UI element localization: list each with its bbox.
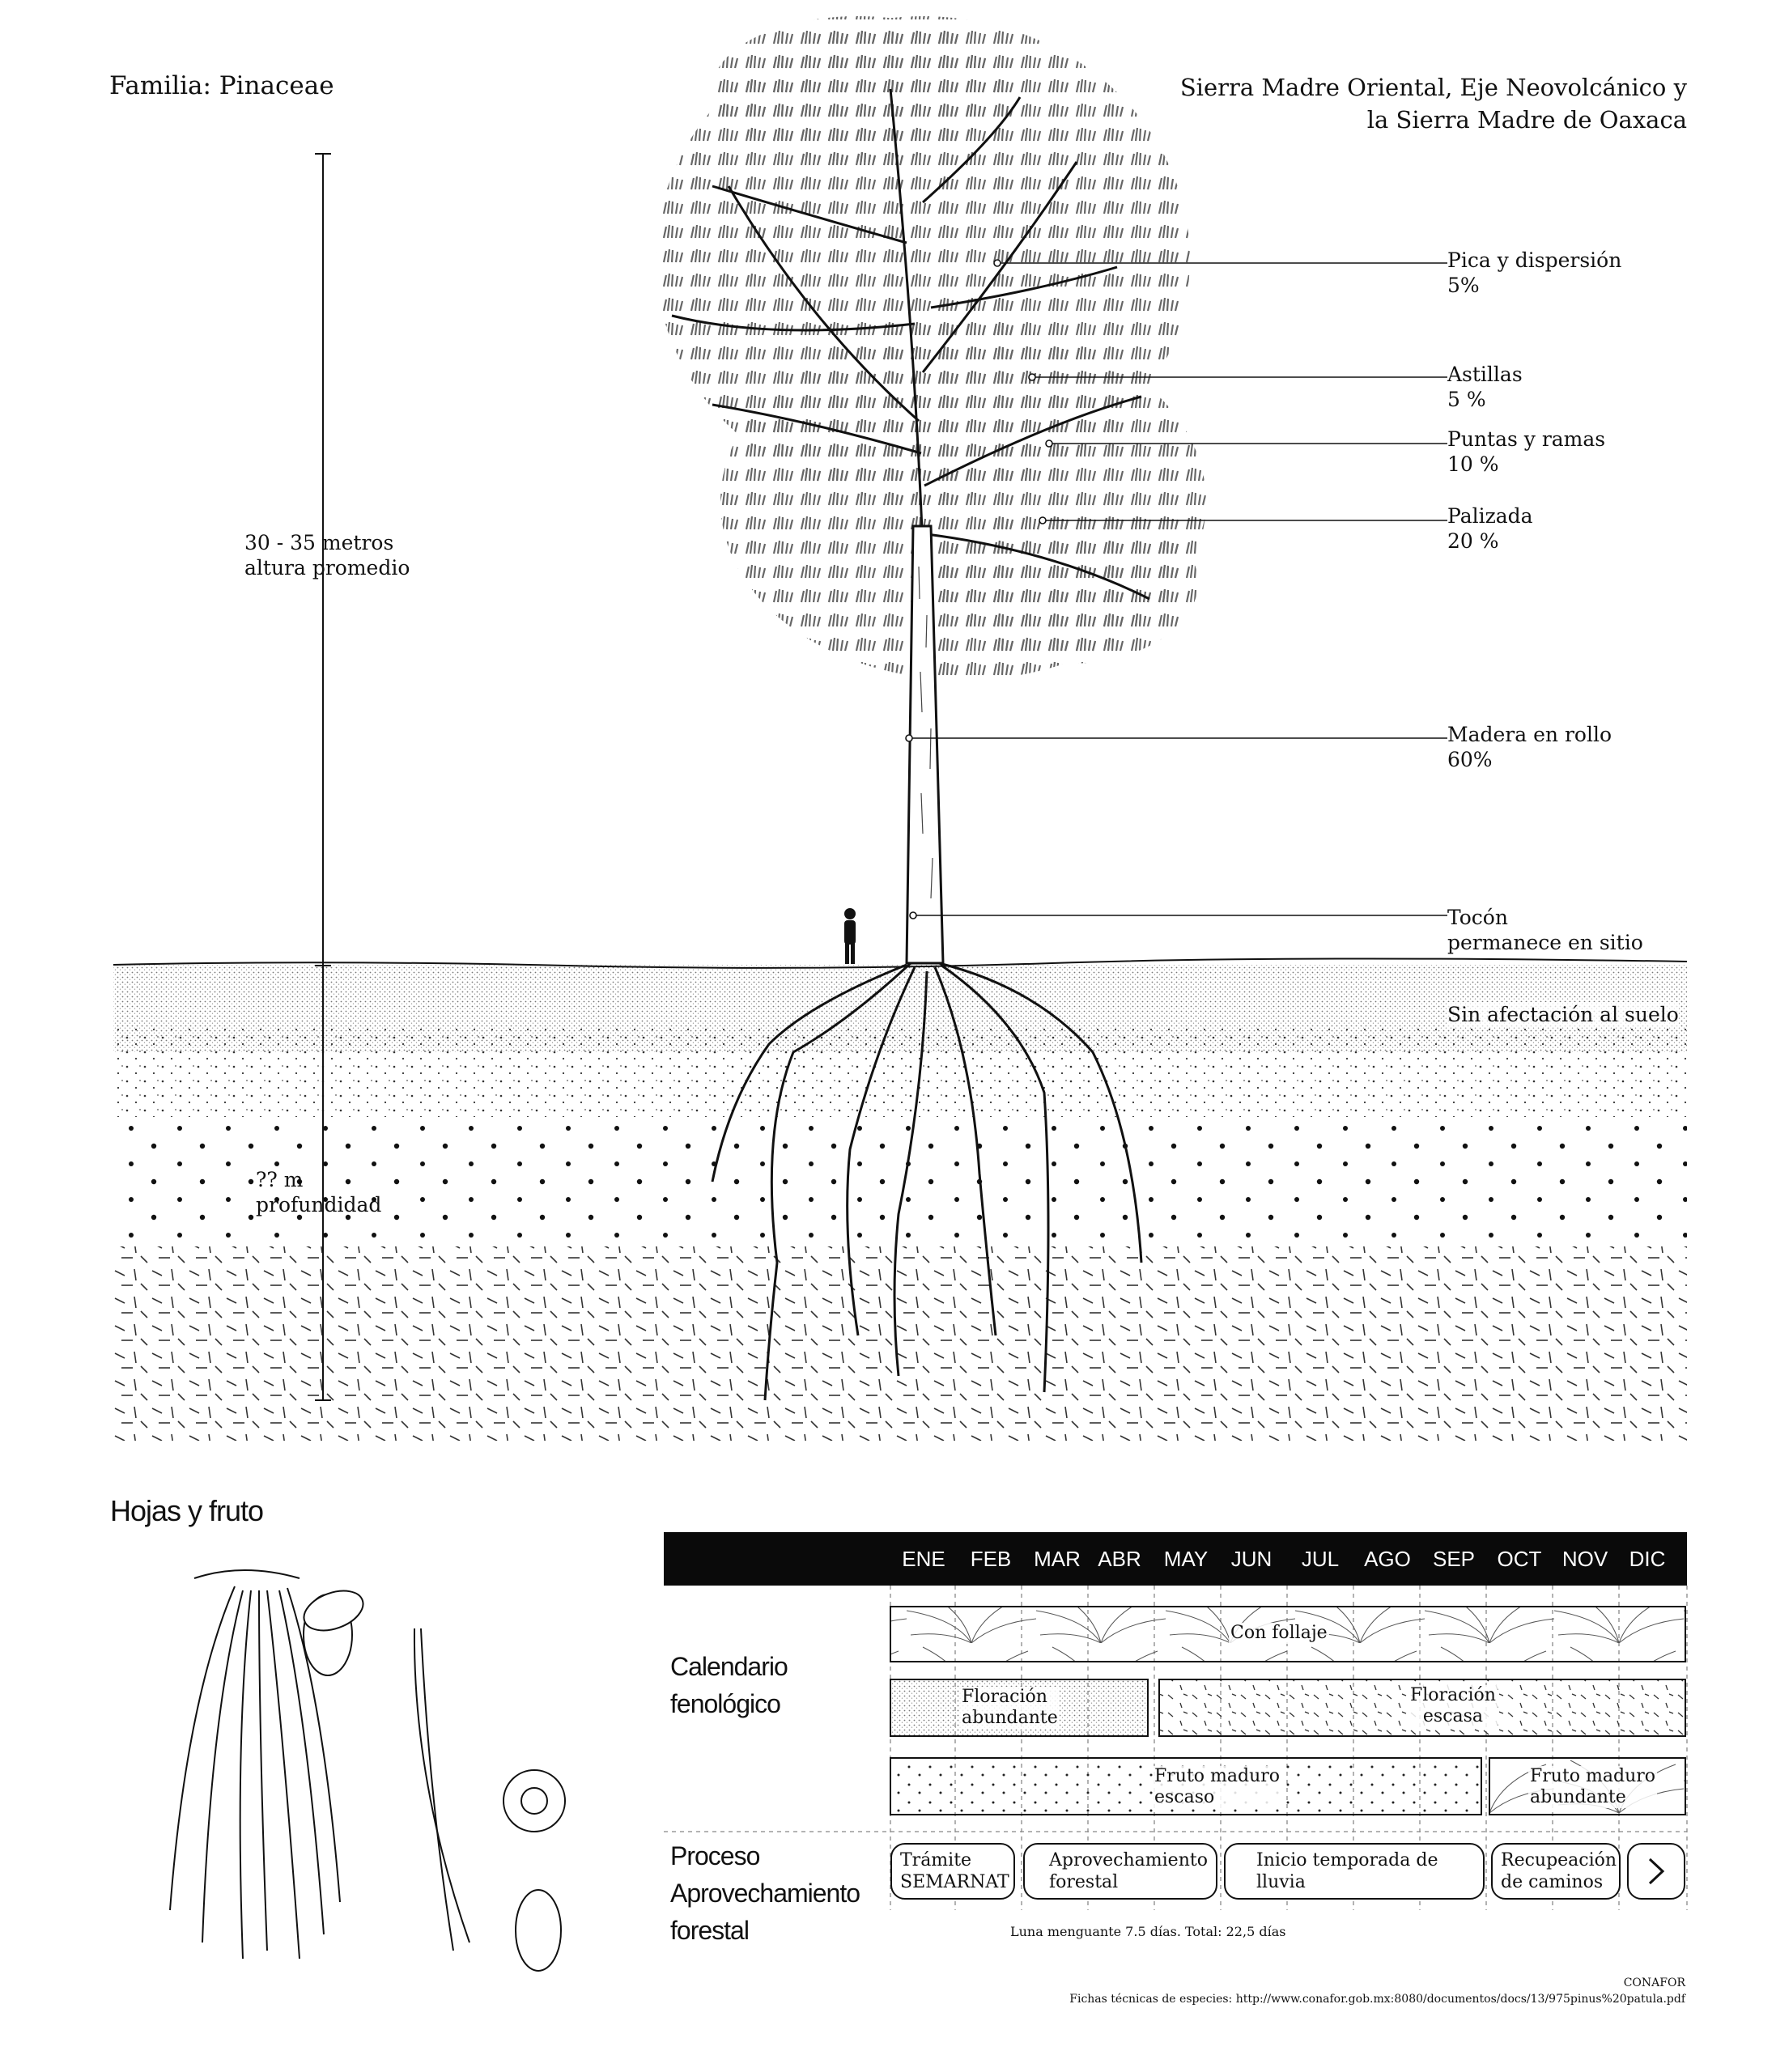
month-oct: OCT	[1497, 1547, 1542, 1571]
callout-astillas	[1447, 362, 1523, 412]
soil-rock-dashes	[113, 1246, 1687, 1441]
callout-name: Madera en rollo	[1447, 723, 1612, 746]
label-line: abundante	[962, 1708, 1058, 1728]
label-line: abundante	[1530, 1787, 1626, 1807]
callout-pica	[1447, 248, 1621, 298]
month-dic: DIC	[1629, 1547, 1666, 1571]
fruit-abundant-label	[1528, 1766, 1657, 1808]
label-line: escasa	[1422, 1706, 1484, 1726]
depth-caption: profundidad	[256, 1193, 382, 1216]
family-label: Familia: Pinaceae	[109, 71, 334, 100]
person-silhouette-icon	[844, 908, 856, 964]
foliage-label: Con follaje	[1230, 1623, 1328, 1643]
source-link[interactable]: Fichas técnicas de especies: http://www.conafor.gob.mx:8080/documentos/docs/13/975pinus%20patula.pdf	[1069, 1993, 1685, 2006]
month-may: MAY	[1163, 1547, 1209, 1571]
process-title	[670, 1837, 860, 1949]
soil-note: Sin afectación al suelo	[1447, 1003, 1679, 1026]
callout-value: 10 %	[1447, 452, 1499, 476]
phenology-title-line-2: fenológico	[670, 1689, 780, 1718]
step-line: forestal	[1049, 1872, 1119, 1892]
height-value: 30 - 35 metros	[244, 531, 394, 554]
callout-value: 60%	[1447, 748, 1493, 771]
callout-name: Puntas y ramas	[1447, 427, 1606, 451]
callout-value: 20 %	[1447, 529, 1499, 553]
step-line: SEMARNAT	[900, 1872, 1009, 1892]
callout-value: 5%	[1447, 274, 1480, 297]
fruit-scarce-label	[1153, 1766, 1281, 1808]
step-line: Inicio temporada de	[1256, 1850, 1438, 1870]
label-line: Floración	[962, 1687, 1047, 1707]
height-caption: altura promedio	[244, 556, 410, 580]
region-line-2: la Sierra Madre de Oaxaca	[1366, 106, 1687, 134]
step-tramite	[890, 1843, 1015, 1900]
leaves-title: Hojas y fruto	[110, 1494, 264, 1527]
step-line: lluvia	[1256, 1872, 1306, 1892]
callout-name: Pica y dispersión	[1447, 248, 1622, 272]
month-feb: FEB	[970, 1547, 1012, 1571]
next-step-button[interactable]	[1627, 1843, 1685, 1900]
callout-value: 5 %	[1447, 388, 1486, 411]
closed-cone-drawing	[516, 1890, 561, 1971]
callout-value: permanece en sitio	[1447, 931, 1643, 954]
cone-drawing	[299, 1583, 368, 1675]
label-line: Floración	[1410, 1685, 1496, 1705]
height-label	[244, 530, 410, 580]
flowering-abundant-label	[960, 1687, 1060, 1729]
month-nov: NOV	[1561, 1547, 1608, 1571]
month-ago: AGO	[1364, 1547, 1411, 1571]
region-line-1: Sierra Madre Oriental, Eje Neovolcánico y	[1179, 74, 1687, 101]
label-line: escaso	[1154, 1787, 1215, 1807]
month-abr: ABR	[1098, 1547, 1141, 1571]
process-title-line-3: forestal	[670, 1916, 749, 1945]
month-mar: MAR	[1034, 1547, 1081, 1571]
month-jun: JUN	[1230, 1547, 1273, 1571]
months-header	[664, 1532, 1687, 1586]
flowering-scarce-label	[1408, 1685, 1498, 1727]
step-caminos	[1491, 1843, 1621, 1900]
depth-label	[256, 1167, 381, 1217]
chevron-right-icon	[1629, 1845, 1684, 1898]
step-line: Recupeación	[1501, 1850, 1617, 1870]
soil-sparse-dots	[113, 1028, 1687, 1117]
source-org: CONAFOR	[1623, 1976, 1685, 1989]
phenology-title	[670, 1648, 788, 1722]
month-jul: JUL	[1301, 1547, 1340, 1571]
callout-madera	[1447, 722, 1612, 772]
callout-tocon	[1447, 905, 1643, 955]
process-title-line-1: Proceso	[670, 1841, 760, 1870]
callout-puntas	[1447, 427, 1605, 477]
step-line: Aprovechamiento	[1049, 1850, 1208, 1870]
process-title-line-2: Aprovechamiento	[670, 1879, 860, 1908]
month-ene: ENE	[902, 1547, 945, 1571]
label-line: Fruto maduro	[1530, 1766, 1656, 1786]
depth-value: ?? m	[256, 1168, 304, 1191]
step-aprovechamiento	[1023, 1843, 1217, 1900]
region-label	[1180, 71, 1687, 136]
label-line: Fruto maduro	[1154, 1766, 1281, 1786]
month-sep: SEP	[1432, 1547, 1476, 1571]
step-lluvia	[1224, 1843, 1485, 1900]
step-line: Trámite	[900, 1850, 972, 1870]
callout-palizada	[1447, 503, 1533, 554]
moon-note: Luna menguante 7.5 días. Total: 22,5 días	[1010, 1924, 1286, 1939]
source-note	[1069, 1975, 1685, 2007]
phenology-title-line-1: Calendario	[670, 1652, 788, 1681]
open-cone-drawing	[503, 1770, 565, 1832]
step-line: de caminos	[1501, 1872, 1604, 1892]
single-needle-drawing	[414, 1628, 469, 1951]
callout-name: Astillas	[1447, 363, 1523, 386]
callout-name: Tocón	[1447, 906, 1508, 929]
callout-name: Palizada	[1447, 504, 1533, 528]
